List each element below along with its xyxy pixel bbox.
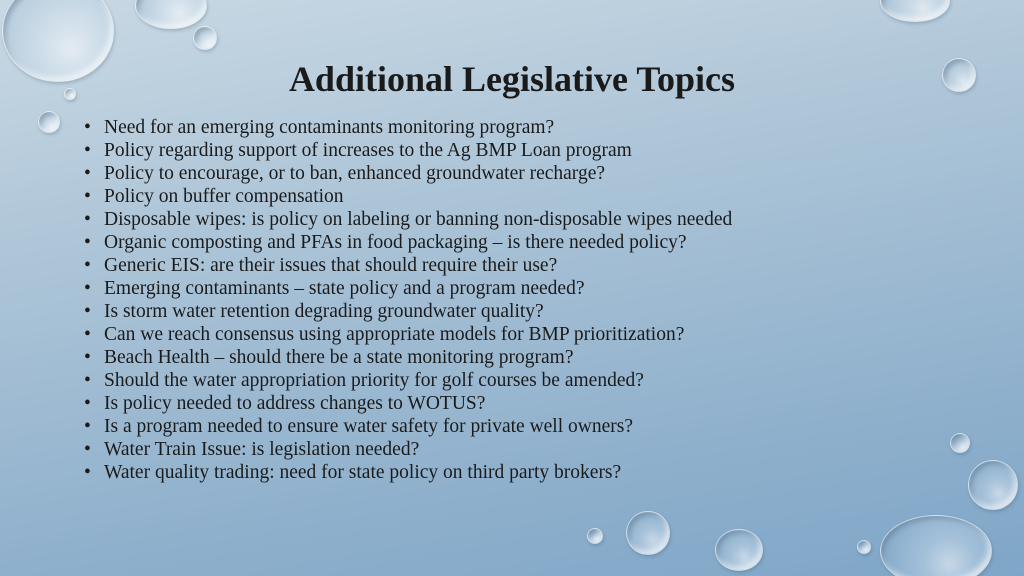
bullet-list — [84, 116, 732, 484]
bullet-item: • Policy regarding support of increases to the Ag BMP Loan program — [84, 139, 732, 162]
water-drop-decoration — [715, 529, 763, 571]
bullet-item: • Disposable wipes: is policy on labeling or banning non-disposable wipes needed — [84, 208, 732, 231]
bullet-item: • Beach Health – should there be a state monitoring program? — [84, 346, 732, 369]
bullet-item: • Can we reach consensus using appropriate models for BMP prioritization? — [84, 323, 732, 346]
water-drop-decoration — [968, 460, 1018, 510]
water-drop-decoration — [587, 528, 603, 544]
water-drop-decoration — [857, 540, 871, 554]
water-drop-decoration — [880, 0, 950, 22]
bullet-item: • Policy to encourage, or to ban, enhanced groundwater recharge? — [84, 162, 732, 185]
bullet-item: • Generic EIS: are their issues that should require their use? — [84, 254, 732, 277]
water-drop-decoration — [880, 515, 992, 576]
bullet-item: • Water Train Issue: is legislation needed? — [84, 438, 732, 461]
water-drop-decoration — [950, 433, 970, 453]
bullet-item: • Emerging contaminants – state policy and a program needed? — [84, 277, 732, 300]
bullet-item: • Is policy needed to address changes to WOTUS? — [84, 392, 732, 415]
water-drop-decoration — [193, 26, 217, 50]
bullet-item: • Policy on buffer compensation — [84, 185, 732, 208]
bullet-item: • Need for an emerging contaminants monitoring program? — [84, 116, 732, 139]
bullet-item: • Water quality trading: need for state policy on third party brokers? — [84, 461, 732, 484]
bullet-item: • Is storm water retention degrading groundwater quality? — [84, 300, 732, 323]
bullet-item: • Is a program needed to ensure water safety for private well owners? — [84, 415, 732, 438]
bullet-item: • Organic composting and PFAs in food packaging – is there needed policy? — [84, 231, 732, 254]
water-drop-decoration — [626, 511, 670, 555]
water-drop-decoration — [38, 111, 60, 133]
bullet-item: • Should the water appropriation priority for golf courses be amended? — [84, 369, 732, 392]
water-drop-decoration — [135, 0, 207, 29]
slide-title: Additional Legislative Topics — [288, 59, 736, 99]
